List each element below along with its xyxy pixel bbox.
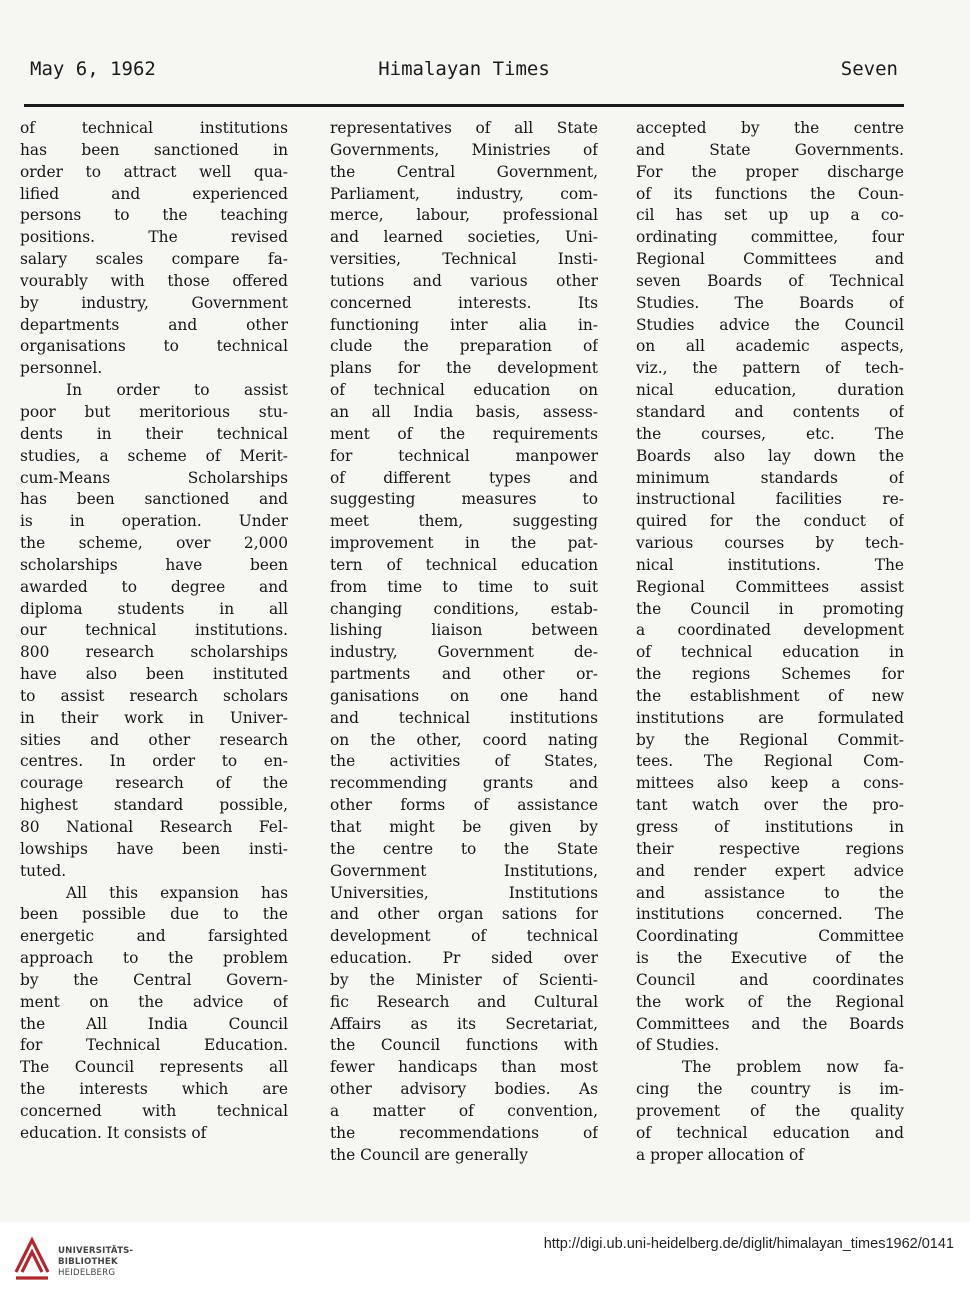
text-line: fewer handicaps than most: [330, 1058, 598, 1077]
text-line: of its functions the Coun-: [636, 184, 904, 203]
text-line: tees. The Regional Com-: [636, 752, 904, 771]
text-line: functioning inter alia in-: [330, 315, 598, 334]
text-line: cum-Means Scholarships: [20, 468, 288, 487]
text-line: by the Central Govern-: [20, 970, 288, 989]
text-line: Boards also lay down the: [636, 446, 904, 465]
text-line: dents in their technical: [20, 424, 288, 443]
text-line: of technical education in: [636, 643, 904, 662]
text-line: Council and coordinates: [636, 970, 904, 989]
text-line: Government Institutions,: [330, 861, 598, 880]
text-line: cing the country is im-: [636, 1080, 904, 1099]
text-line: Affairs as its Secretariat,: [330, 1014, 598, 1033]
text-line: ordinating committee, four: [636, 228, 904, 247]
issue-date: May 6, 1962: [30, 58, 156, 80]
paragraph: [20, 380, 288, 882]
logo-line-3: HEIDELBERG: [58, 1268, 116, 1278]
text-line: and learned societies, Uni-: [330, 228, 598, 247]
text-line: is the Executive of the: [636, 949, 904, 968]
text-line: education. It consists of: [20, 1123, 207, 1142]
text-line: lified and experienced: [20, 184, 288, 203]
text-line: is in operation. Under: [20, 512, 288, 531]
text-line: that might be given by: [330, 818, 598, 836]
text-line: changing conditions, estab-: [330, 599, 598, 618]
text-line: the work of the Regional: [636, 992, 904, 1011]
text-line: from time to time to suit: [330, 577, 598, 596]
source-url-link[interactable]: http://digi.ub.uni-heidelberg.de/diglit/himalayan_times1962/0141: [543, 1236, 954, 1252]
text-line: tern of technical education: [330, 555, 598, 574]
text-line: tutions and various other: [330, 271, 598, 290]
text-line: awarded to degree and: [20, 577, 288, 596]
text-line: and technical institutions: [330, 708, 598, 727]
text-line: mittees also keep a cons-: [636, 774, 904, 793]
text-line: 800 research scholarships: [20, 643, 288, 662]
text-line: nical education, duration: [636, 381, 904, 400]
text-line: studies, a scheme of Merit-: [20, 446, 288, 465]
text-line: persons to the teaching: [20, 206, 288, 225]
text-line: ment of the requirements: [330, 424, 598, 443]
text-line: on the other, coord nating: [330, 730, 598, 749]
text-line: education. Pr sided over: [330, 949, 598, 968]
text-line: fic Research and Cultural: [330, 992, 598, 1011]
text-line: the scheme, over 2,000: [20, 534, 288, 553]
text-line: poor but meritorious stu-: [20, 402, 288, 421]
text-line: The Council represents all: [20, 1058, 288, 1077]
text-line: other advisory bodies. As: [330, 1080, 598, 1099]
text-line: the courses, etc. The: [636, 424, 904, 443]
text-line: Regional Committees and: [636, 250, 904, 269]
text-line: the All India Council: [20, 1014, 288, 1033]
text-line: various courses by tech-: [636, 534, 904, 553]
page-header: [30, 58, 898, 88]
text-line: sities and other research: [20, 730, 288, 749]
text-line: other forms of assistance: [330, 796, 598, 815]
text-line: order to attract well qua-: [20, 162, 288, 181]
text-line: All this expansion has: [66, 883, 288, 902]
text-line: and render expert advice: [636, 861, 904, 880]
text-line: Coordinating Committee: [636, 927, 904, 946]
text-line: organisations to technical: [20, 337, 288, 356]
text-line: Universities, Institutions: [330, 883, 598, 902]
text-line: concerned interests. Its: [330, 293, 598, 312]
paragraph: [20, 118, 288, 380]
text-line: concerned with technical: [20, 1101, 288, 1120]
text-line: meet them, suggesting: [330, 512, 598, 531]
text-line: the Central Government,: [330, 162, 598, 181]
text-column-1: [20, 118, 288, 1188]
text-line: minimum standards of: [636, 468, 904, 487]
text-line: Regional Committees assist: [636, 577, 904, 596]
logo-line-1: UNIVERSITÄTS-: [58, 1246, 134, 1256]
text-line: positions. The revised: [20, 228, 288, 247]
text-line: merce, labour, professional: [330, 206, 598, 225]
library-logo-text: [58, 1246, 133, 1279]
text-line: Governments, Ministries of: [330, 140, 598, 159]
newspaper-title: Himalayan Times: [378, 58, 550, 80]
text-line: scholarships have been: [20, 555, 288, 574]
text-line: provement of the quality: [636, 1101, 904, 1120]
text-line: For the proper discharge: [636, 162, 904, 181]
text-line: highest standard possible,: [20, 796, 288, 815]
library-logo: [12, 1232, 162, 1284]
text-line: institutions are formulated: [636, 708, 904, 727]
logo-line-2: BIBLIOTHEK: [58, 1257, 118, 1267]
text-line: has been sanctioned and: [20, 490, 288, 509]
text-line: by the Regional Commit-: [636, 730, 904, 749]
text-line: development of technical: [330, 927, 598, 946]
text-line: recommending grants and: [330, 774, 598, 793]
text-line: plans for the development: [330, 359, 598, 378]
text-line: approach to the problem: [20, 949, 288, 968]
paragraph: [636, 118, 904, 1057]
text-line: 80 National Research Fel-: [20, 818, 288, 836]
text-line: by the Minister of Scienti-: [330, 970, 598, 989]
text-line: Studies advice the Council: [636, 315, 904, 334]
text-line: cil has set up up a co-: [636, 206, 904, 225]
text-line: an all India basis, assess-: [330, 402, 598, 421]
text-line: their respective regions: [636, 839, 904, 858]
text-line: a coordinated development: [636, 621, 904, 640]
text-line: courage research of the: [20, 774, 288, 793]
text-line: a matter of convention,: [330, 1101, 598, 1120]
text-column-2: [330, 118, 598, 1188]
text-line: on all academic aspects,: [636, 337, 904, 356]
text-line: Studies. The Boards of: [636, 293, 904, 312]
text-line: gress of institutions in: [636, 818, 904, 836]
text-line: of technical institutions: [20, 119, 288, 137]
text-line: nical institutions. The: [636, 555, 904, 574]
paragraph: [330, 118, 598, 1167]
text-line: for technical manpower: [330, 446, 598, 465]
text-line: standard and contents of: [636, 402, 904, 421]
text-line: clude the preparation of: [330, 337, 598, 356]
text-line: the centre to the State: [330, 839, 598, 858]
header-rule: [24, 104, 904, 107]
text-line: improvement in the pat-: [330, 534, 598, 553]
text-line: lishing liaison between: [330, 621, 598, 640]
text-line: representatives of all State: [330, 119, 598, 137]
text-line: vourably with those offered: [20, 271, 288, 290]
text-line: personnel.: [20, 359, 103, 378]
text-line: In order to assist: [66, 381, 288, 400]
text-line: Committees and the Boards: [636, 1014, 904, 1033]
text-line: of technical education and: [636, 1123, 904, 1142]
text-line: versities, Technical Insti-: [330, 250, 598, 269]
text-line: viz., the pattern of tech-: [636, 359, 904, 378]
text-line: Parliament, industry, com-: [330, 184, 598, 203]
text-line: partments and other or-: [330, 665, 598, 684]
text-line: have also been instituted: [20, 665, 288, 684]
library-logo-icon: [12, 1232, 52, 1284]
text-line: to assist research scholars: [20, 686, 288, 705]
text-line: accepted by the centre: [636, 119, 904, 137]
text-line: of different types and: [330, 468, 598, 487]
text-line: our technical institutions.: [20, 621, 288, 640]
text-line: of technical education on: [330, 381, 598, 400]
text-line: the Council functions with: [330, 1036, 598, 1055]
text-line: and assistance to the: [636, 883, 904, 902]
text-line: centres. In order to en-: [20, 752, 288, 771]
text-line: diploma students in all: [20, 599, 288, 618]
text-line: tuted.: [20, 861, 67, 880]
text-line: and State Governments.: [636, 140, 904, 159]
text-line: been possible due to the: [20, 905, 288, 924]
text-line: suggesting measures to: [330, 490, 598, 509]
text-column-3: [636, 118, 904, 1188]
text-line: and other organ sations for: [330, 905, 598, 924]
paragraph: [20, 883, 288, 1145]
page-label: Seven: [840, 58, 898, 80]
text-line: tant watch over the pro-: [636, 796, 904, 815]
text-line: has been sanctioned in: [20, 140, 288, 159]
text-line: instructional facilities re-: [636, 490, 904, 509]
text-line: quired for the conduct of: [636, 512, 904, 531]
text-line: the interests which are: [20, 1080, 288, 1099]
text-line: a proper allocation of: [636, 1145, 804, 1164]
digitization-footer: [0, 1222, 970, 1294]
paragraph: [636, 1057, 904, 1166]
text-line: for Technical Education.: [20, 1036, 288, 1055]
text-line: ment on the advice of: [20, 992, 288, 1011]
text-line: industry, Government de-: [330, 643, 598, 662]
text-line: the recommendations of: [330, 1123, 598, 1142]
text-line: the establishment of new: [636, 686, 904, 705]
text-line: the activities of States,: [330, 752, 598, 771]
text-line: The problem now fa-: [682, 1058, 904, 1077]
text-line: the Council are generally: [330, 1145, 528, 1164]
text-line: the Council in promoting: [636, 599, 904, 618]
text-line: institutions concerned. The: [636, 905, 904, 924]
text-line: of Studies.: [636, 1036, 720, 1055]
text-line: energetic and farsighted: [20, 927, 288, 946]
text-line: seven Boards of Technical: [636, 271, 904, 290]
text-line: departments and other: [20, 315, 288, 334]
text-line: by industry, Government: [20, 293, 288, 312]
text-line: ganisations on one hand: [330, 686, 598, 705]
text-line: salary scales compare fa-: [20, 250, 288, 269]
text-line: lowships have been insti-: [20, 839, 288, 858]
text-line: the regions Schemes for: [636, 665, 904, 684]
text-line: in their work in Univer-: [20, 708, 288, 727]
